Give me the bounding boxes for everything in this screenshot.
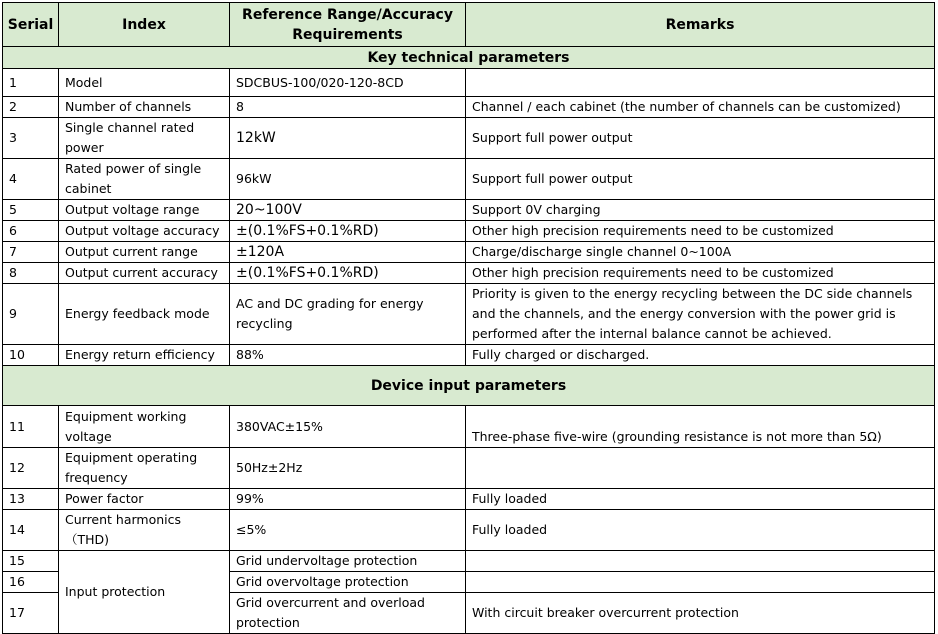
cell-serial: 14 <box>3 510 59 551</box>
table-row <box>3 345 935 366</box>
cell-remarks <box>466 69 935 97</box>
cell-reference: Grid undervoltage protection <box>230 551 466 572</box>
table-row <box>3 406 935 448</box>
cell-remarks: Support full power output <box>466 159 935 200</box>
cell-serial: 4 <box>3 159 59 200</box>
cell-reference: Grid overvoltage protection <box>230 572 466 593</box>
cell-remarks: Fully loaded <box>466 510 935 551</box>
section-title-device-input: Device input parameters <box>3 366 935 406</box>
cell-serial: 3 <box>3 118 59 159</box>
cell-remarks: Other high precision requirements need to be customized <box>466 263 935 284</box>
cell-remarks: With circuit breaker overcurrent protection <box>466 593 935 634</box>
cell-reference: ≤5% <box>230 510 466 551</box>
table-row <box>3 263 935 284</box>
cell-serial: 11 <box>3 406 59 448</box>
header-row <box>3 3 935 47</box>
cell-index: Current harmonics （THD) <box>59 510 230 551</box>
col-header-serial: Serial <box>3 3 59 47</box>
cell-reference: 8 <box>230 97 466 118</box>
cell-serial: 15 <box>3 551 59 572</box>
cell-reference: 12kW <box>230 118 466 159</box>
col-header-index: Index <box>59 3 230 47</box>
cell-serial: 6 <box>3 221 59 242</box>
cell-serial: 12 <box>3 448 59 489</box>
cell-serial: 2 <box>3 97 59 118</box>
cell-remarks <box>466 448 935 489</box>
cell-remarks: Charge/discharge single channel 0~100A <box>466 242 935 263</box>
cell-serial: 7 <box>3 242 59 263</box>
cell-reference: ±120A <box>230 242 466 263</box>
table-row <box>3 221 935 242</box>
table-row <box>3 97 935 118</box>
cell-index: Model <box>59 69 230 97</box>
cell-reference: ±(0.1%FS+0.1%RD) <box>230 263 466 284</box>
cell-index: Single channel rated power <box>59 118 230 159</box>
table-row <box>3 118 935 159</box>
cell-serial: 13 <box>3 489 59 510</box>
cell-serial: 17 <box>3 593 59 634</box>
cell-serial: 5 <box>3 200 59 221</box>
cell-remarks: Three-phase five-wire (grounding resistance is not more than 5Ω) <box>466 406 935 448</box>
table-row <box>3 551 935 572</box>
col-header-reference: Reference Range/Accuracy Requirements <box>230 3 466 47</box>
section-title-key-technical: Key technical parameters <box>3 47 935 69</box>
cell-serial: 1 <box>3 69 59 97</box>
cell-index: Energy feedback mode <box>59 284 230 345</box>
cell-index: Output current accuracy <box>59 263 230 284</box>
cell-index: Equipment working voltage <box>59 406 230 448</box>
cell-index: Output current range <box>59 242 230 263</box>
cell-index: Rated power of single cabinet <box>59 159 230 200</box>
cell-reference: 99% <box>230 489 466 510</box>
cell-remarks <box>466 551 935 572</box>
cell-reference: 380VAC±15% <box>230 406 466 448</box>
cell-remarks: Other high precision requirements need to be customized <box>466 221 935 242</box>
cell-remarks: Fully charged or discharged. <box>466 345 935 366</box>
section-row <box>3 366 935 406</box>
cell-serial: 9 <box>3 284 59 345</box>
table-row <box>3 242 935 263</box>
cell-serial: 10 <box>3 345 59 366</box>
col-header-remarks: Remarks <box>466 3 935 47</box>
cell-remarks: Fully loaded <box>466 489 935 510</box>
cell-serial: 16 <box>3 572 59 593</box>
cell-index: Power factor <box>59 489 230 510</box>
cell-remarks: Priority is given to the energy recycling between the DC side channels and the channels, and the energy conversion with the power grid is performed after the internal balance cannot be achieved. <box>466 284 935 345</box>
cell-remarks: Support full power output <box>466 118 935 159</box>
cell-index: Output voltage accuracy <box>59 221 230 242</box>
cell-index: Number of channels <box>59 97 230 118</box>
cell-reference: 96kW <box>230 159 466 200</box>
spec-table <box>2 2 935 634</box>
cell-index: Output voltage range <box>59 200 230 221</box>
cell-index-merged: Input protection <box>59 551 230 634</box>
cell-reference: 88% <box>230 345 466 366</box>
cell-remarks: Support 0V charging <box>466 200 935 221</box>
cell-remarks: Channel / each cabinet (the number of channels can be customized) <box>466 97 935 118</box>
cell-reference: ±(0.1%FS+0.1%RD) <box>230 221 466 242</box>
cell-reference: Grid overcurrent and overload protection <box>230 593 466 634</box>
table-row <box>3 489 935 510</box>
cell-index: Equipment operating frequency <box>59 448 230 489</box>
table-row <box>3 510 935 551</box>
section-row <box>3 47 935 69</box>
cell-reference: 20~100V <box>230 200 466 221</box>
cell-reference: SDCBUS-100/020-120-8CD <box>230 69 466 97</box>
cell-remarks <box>466 572 935 593</box>
table-row <box>3 448 935 489</box>
table-row <box>3 284 935 345</box>
cell-reference: 50Hz±2Hz <box>230 448 466 489</box>
table-row <box>3 200 935 221</box>
cell-serial: 8 <box>3 263 59 284</box>
table-row <box>3 159 935 200</box>
cell-reference: AC and DC grading for energy recycling <box>230 284 466 345</box>
table-row <box>3 69 935 97</box>
cell-index: Energy return efficiency <box>59 345 230 366</box>
